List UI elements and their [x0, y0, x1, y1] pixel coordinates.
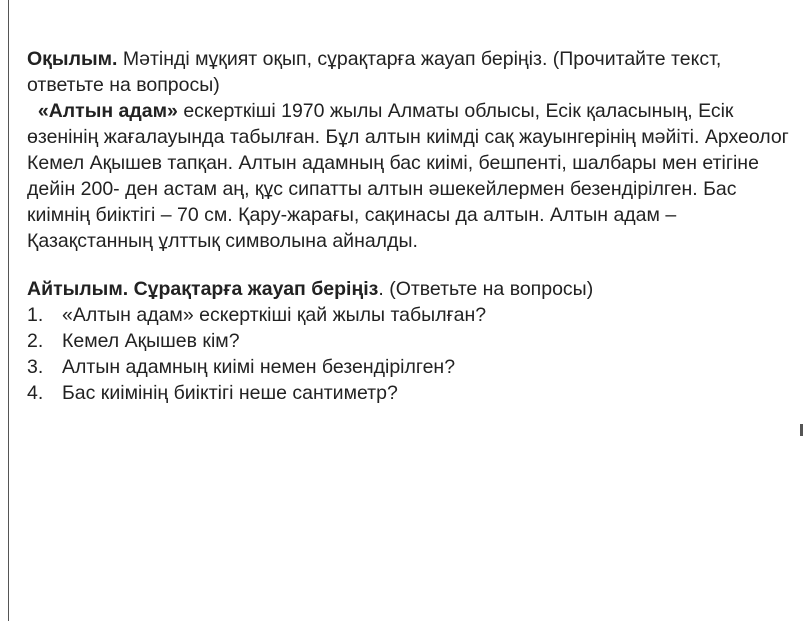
question-item — [27, 302, 797, 328]
question-text: Бас киімінің биіктігі неше сантиметр? — [62, 382, 398, 404]
reading-section — [27, 46, 797, 254]
left-border-line — [8, 0, 9, 621]
question-number: 4. — [27, 382, 44, 404]
reading-heading: Оқылым. — [27, 48, 118, 70]
question-text: Алтын адамның киімі немен безендірілген? — [62, 356, 456, 378]
question-number: 2. — [27, 330, 44, 352]
question-item — [27, 380, 797, 406]
question-number: 3. — [27, 356, 44, 378]
reading-text: ескерткіші 1970 жылы Алматы облысы, Есік қаласының, Есік өзенінің жағалауында табылған. Бұл алтын киімді сақ жауынгерінің мәйіті. Археолог Кемел Ақышев тапқан. Алтын адамның бас киімі, бешпенті, шалбары мен етігіне дейін 200- ден астам аң, құс сипатты алтын әшекейлермен безендірілген. Бас киімнің биіктігі – 70 см. Қару-жарағы, сақинасы да алтын. Алтын адам – Қазақстанның ұлттық символына айналды. — [27, 100, 789, 252]
question-text: Кемел Ақышев кім? — [62, 330, 240, 352]
question-text: «Алтын адам» ескерткіші қай жылы табылған? — [62, 304, 487, 326]
reading-instruction-paragraph — [27, 46, 797, 98]
question-item — [27, 354, 797, 380]
question-list — [27, 302, 797, 406]
speaking-instruction-paragraph — [27, 276, 797, 302]
right-edge-mark — [800, 424, 803, 436]
speaking-section — [27, 276, 797, 406]
reading-instruction: Мәтінді мұқият оқып, сұрақтарға жауап беріңіз. (Прочитайте текст, ответьте на вопросы) — [27, 48, 722, 96]
document-body — [27, 46, 797, 406]
question-number: 1. — [27, 304, 44, 326]
reading-text-paragraph — [27, 98, 797, 254]
speaking-heading: Айтылым. Сұрақтарға жауап беріңіз — [27, 278, 379, 300]
question-item — [27, 328, 797, 354]
text-title: «Алтын адам» — [37, 100, 178, 122]
speaking-instruction: . (Ответьте на вопросы) — [378, 278, 594, 300]
